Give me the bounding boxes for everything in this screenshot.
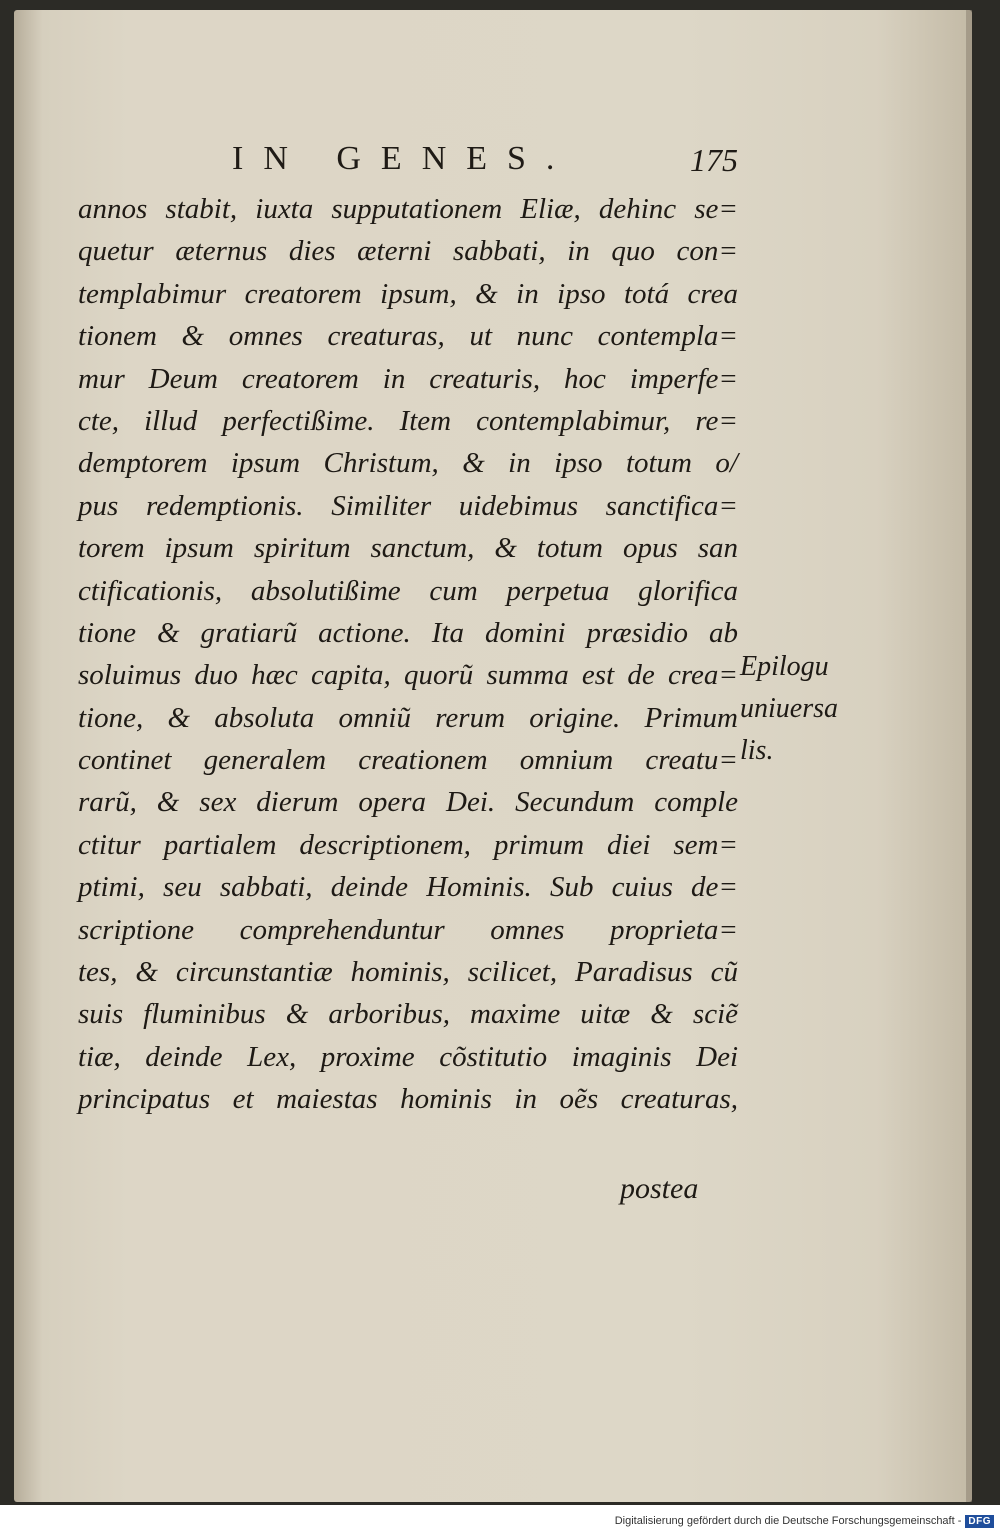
text-line: demptorem ipsum Christum, & in ipso totum o/ (78, 447, 738, 480)
text-line: cte, illud perfectißime. Item contemplabimur, re= (78, 404, 738, 437)
text-line: pus redemptionis. Similiter uidebimus sanctifica= (78, 489, 738, 522)
digitization-credit (615, 1509, 994, 1533)
text-line: continet generalem creationem omnium creatu= (78, 744, 738, 777)
text-line: quetur æternus dies æterni sabbati, in quo con= (78, 235, 738, 268)
dfg-logo: DFG (965, 1515, 994, 1528)
marginal-note-line: uniuersa (740, 693, 838, 724)
text-line: soluimus duo hæc capita, quorũ summa est de crea= (78, 659, 738, 692)
marginal-note-line: Epilogu (740, 651, 829, 682)
body-text (78, 188, 738, 1121)
page-edge (966, 10, 972, 1502)
text-line: mur Deum creatorem in creaturis, hoc imperfe= (78, 362, 738, 395)
text-line: templabimur creatorem ipsum, & in ipso totá crea (78, 277, 738, 310)
credit-text: Digitalisierung gefördert durch die Deutsche Forschungsgemeinschaft - (614, 1515, 962, 1527)
page-number: 175 (690, 142, 738, 178)
text-line: ctificationis, absolutißime cum perpetua glorifica (78, 574, 738, 607)
text-line: annos stabit, iuxta supputationem Eliæ, dehinc se= (78, 193, 738, 225)
text-line: tiæ, deinde Lex, proxime cõstitutio imaginis Dei (78, 1040, 738, 1073)
text-line: scriptione comprehenduntur omnes proprieta= (78, 913, 738, 946)
text-line: ctitur partialem descriptionem, primum diei sem= (78, 828, 738, 861)
text-line: tes, & circunstantiæ hominis, scilicet, Paradisus cũ (78, 956, 738, 989)
running-title: IN GENES. (232, 140, 575, 177)
marginal-note (740, 646, 838, 772)
text-line: torem ipsum spiritum sanctum, & totum opus san (78, 532, 738, 565)
text-line: principatus et maiestas hominis in oẽs creaturas, (78, 1083, 738, 1116)
text-line: rarũ, & sex dierum opera Dei. Secundum comple (78, 786, 738, 819)
marginal-note-line: lis. (740, 735, 774, 766)
text-line: suis fluminibus & arboribus, maxime uitæ & sciẽ (78, 998, 738, 1031)
text-line: ptimi, seu sabbati, deinde Hominis. Sub cuius de= (78, 871, 738, 904)
running-head (218, 140, 738, 180)
text-line: tione, & absoluta omniũ rerum origine. Primum (78, 701, 738, 734)
catchword: postea (620, 1172, 699, 1205)
text-line: tionem & omnes creaturas, ut nunc contempla= (78, 320, 738, 353)
text-line: tione & gratiarũ actione. Ita domini præsidio ab (78, 616, 738, 649)
